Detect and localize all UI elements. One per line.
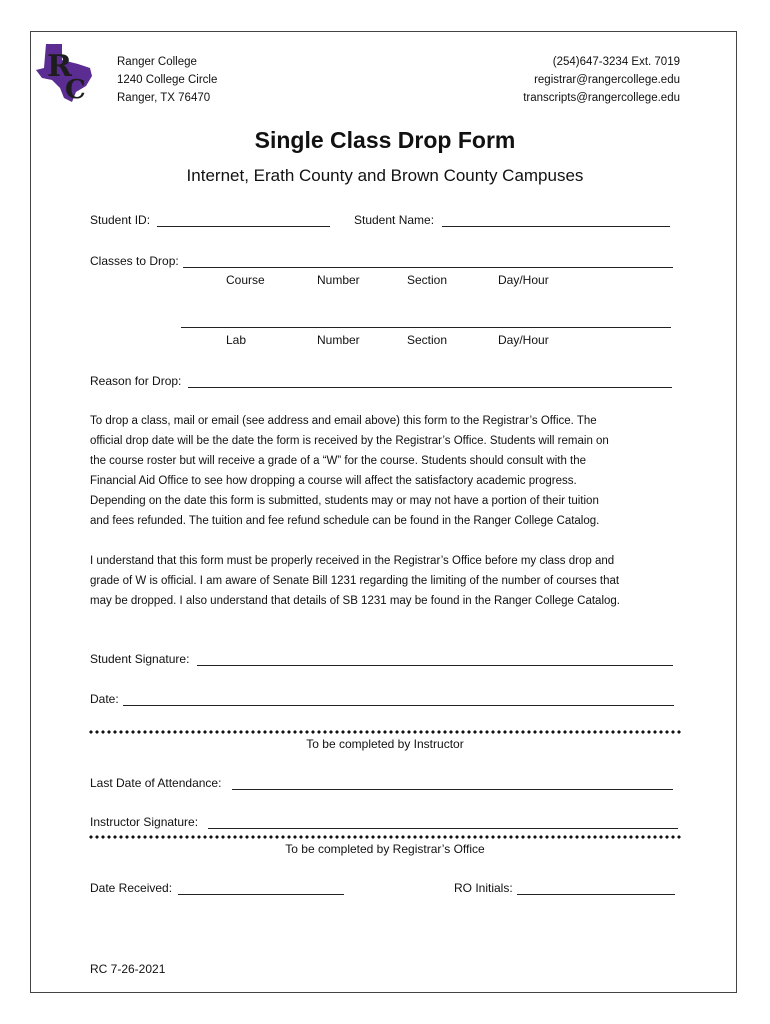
paragraph-line: To drop a class, mail or email (see address and email above) this form to the Registrar’s Office. The	[90, 415, 597, 427]
paragraph-line: may be dropped. I also understand that details of SB 1231 may be found in the Ranger College Catalog.	[90, 595, 620, 607]
column-lab-number: Number	[317, 333, 360, 347]
paragraph-line: I understand that this form must be properly received in the Registrar’s Office before my class drop and	[90, 555, 615, 567]
column-course: Course	[226, 273, 265, 287]
column-lab-section: Section	[407, 333, 448, 347]
last-date-attendance-label: Last Date of Attendance:	[90, 776, 222, 790]
column-lab: Lab	[226, 333, 247, 347]
paragraph-line: Financial Aid Office to see how dropping a course will affect the satisfactory academic progress.	[90, 475, 577, 487]
paragraph-line: official drop date will be the date the form is received by the Registrar’s Office. Students will remain on	[90, 435, 609, 447]
address-line: 1240 College Circle	[117, 74, 218, 86]
date-received-field[interactable]	[178, 894, 344, 895]
form-revision-code: RC 7-26-2021	[90, 962, 166, 976]
form-title: Single Class Drop Form	[254, 127, 516, 153]
student-name-label: Student Name:	[354, 213, 435, 227]
column-day-hour: Day/Hour	[498, 273, 549, 287]
instructor-section-heading: To be completed by Instructor	[306, 737, 464, 751]
column-section: Section	[407, 273, 448, 287]
texas-logo-icon	[32, 42, 98, 104]
instructor-signature-field[interactable]	[208, 828, 678, 829]
last-date-attendance-field[interactable]	[232, 789, 673, 790]
paragraph-line: and fees refunded. The tuition and fee refund schedule can be found in the Ranger College Catalog.	[90, 515, 600, 527]
form-subtitle: Internet, Erath County and Brown County Campuses	[186, 166, 584, 185]
college-contact	[523, 53, 680, 107]
student-name-field[interactable]	[442, 226, 670, 227]
reason-field[interactable]	[188, 387, 672, 388]
student-signature-label: Student Signature:	[90, 652, 190, 666]
student-signature-field[interactable]	[197, 665, 673, 666]
class-drop-field[interactable]	[183, 267, 673, 268]
address-line: Ranger College	[117, 56, 197, 68]
address-line: Ranger, TX 76470	[117, 92, 211, 104]
reason-label: Reason for Drop:	[90, 374, 182, 388]
transcripts-email[interactable]: transcripts@rangercollege.edu	[523, 92, 680, 104]
lab-drop-field[interactable]	[181, 327, 671, 328]
column-lab-day-hour: Day/Hour	[498, 333, 549, 347]
paragraph-line: grade of W is official. I am aware of Senate Bill 1231 regarding the limiting of the number of courses that	[90, 575, 620, 587]
registrar-section-heading: To be completed by Registrar’s Office	[285, 842, 485, 856]
college-address	[117, 53, 217, 107]
svg-text:C: C	[65, 75, 86, 104]
drop-instructions-paragraph	[90, 411, 690, 531]
date-received-label: Date Received:	[90, 881, 173, 895]
instructor-signature-label: Instructor Signature:	[90, 815, 199, 829]
acknowledgement-paragraph	[90, 551, 690, 611]
date-label: Date:	[90, 692, 119, 706]
student-id-label: Student ID:	[90, 213, 151, 227]
classes-to-drop-label: Classes to Drop:	[90, 254, 179, 268]
svg-text:R: R	[47, 49, 72, 84]
date-field[interactable]	[123, 705, 674, 706]
column-number: Number	[317, 273, 360, 287]
ro-initials-field[interactable]	[517, 894, 675, 895]
dotted-divider	[88, 835, 682, 839]
student-id-field[interactable]	[157, 226, 330, 227]
paragraph-line: the course roster but will receive a grade of a “W” for the course. Students should consult with the	[90, 455, 587, 467]
ranger-college-logo	[32, 42, 98, 104]
ro-initials-label: RO Initials:	[454, 881, 513, 895]
dotted-divider	[88, 730, 682, 734]
registrar-email[interactable]: registrar@rangercollege.edu	[534, 74, 680, 86]
phone-number: (254)647-3234 Ext. 7019	[552, 56, 680, 68]
paragraph-line: Depending on the date this form is submitted, students may or may not have a portion of their tuition	[90, 495, 599, 507]
